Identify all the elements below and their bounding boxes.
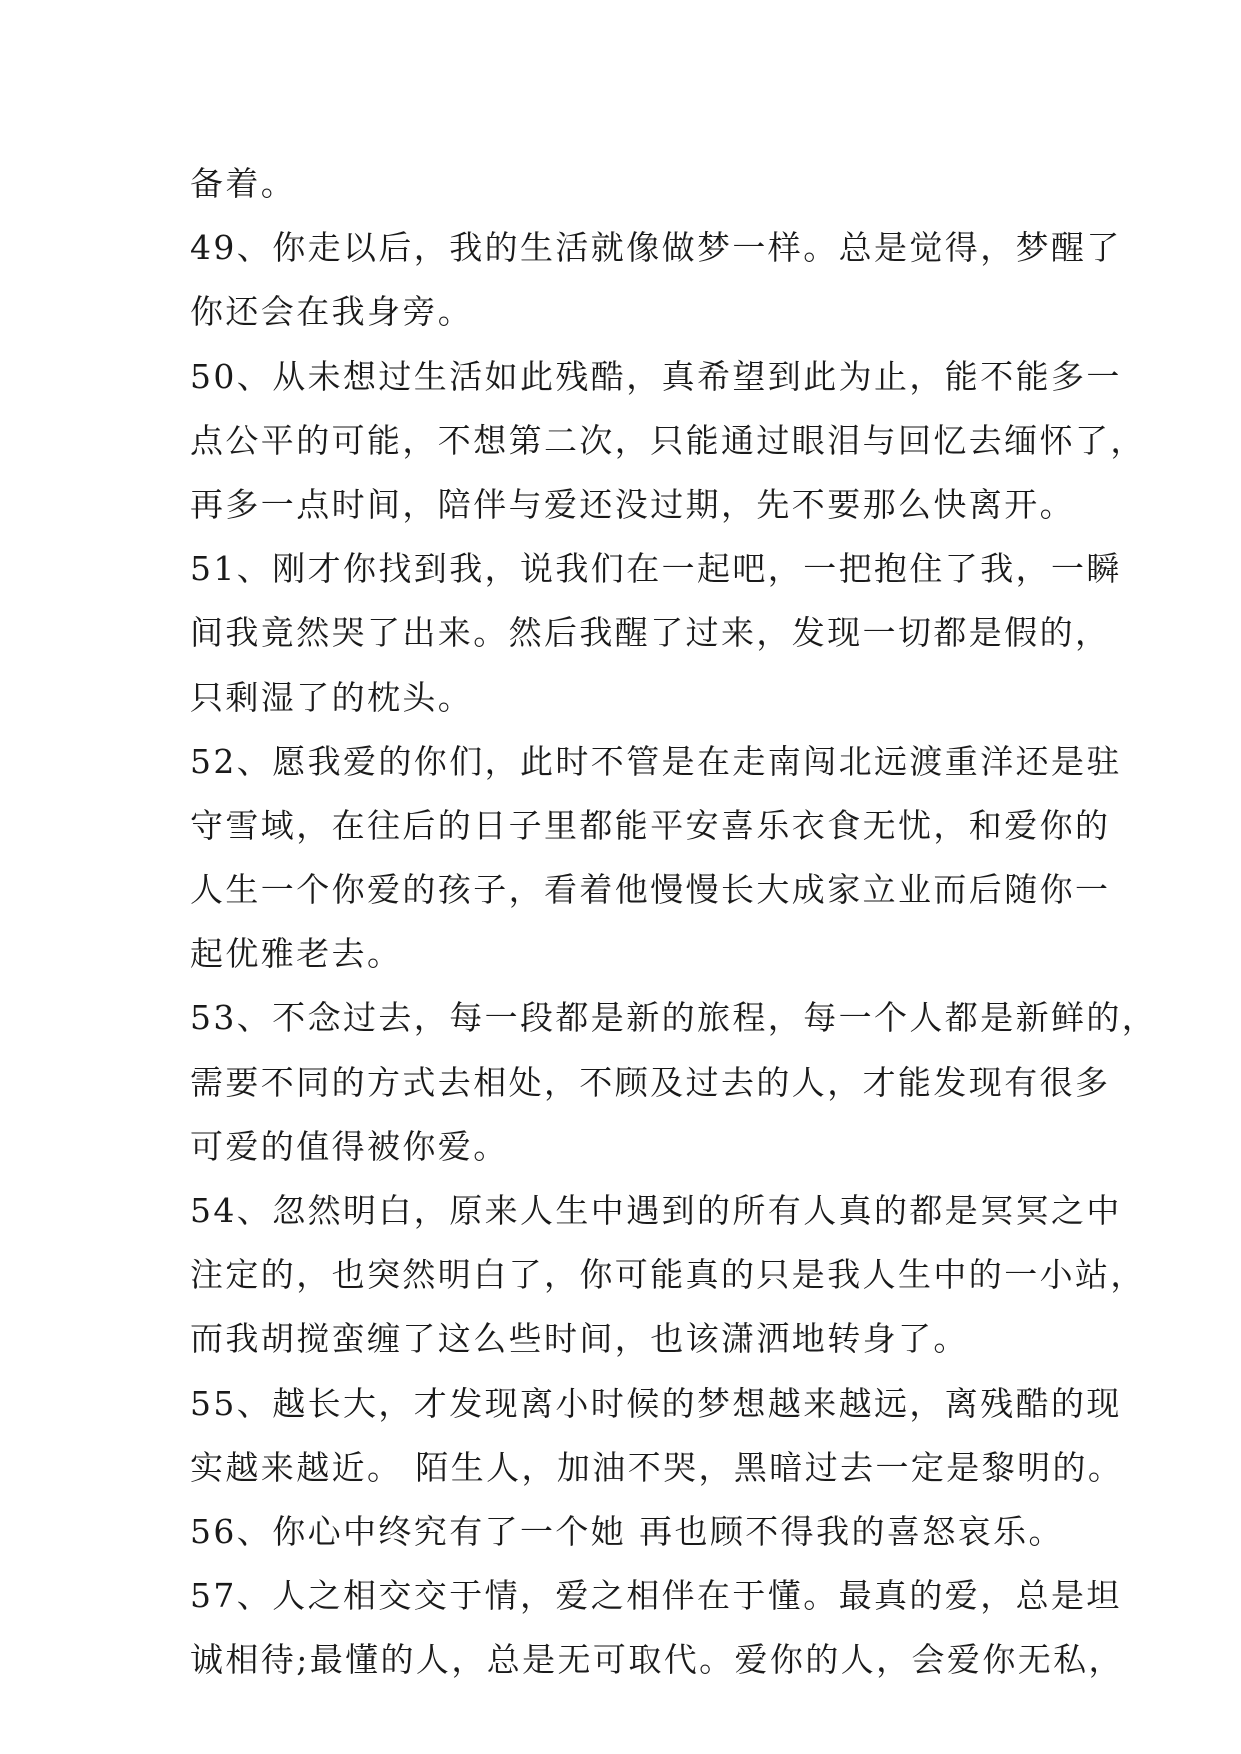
text-line: 55、越长大，才发现离小时候的梦想越来越远，离残酷的现 <box>190 1383 1122 1423</box>
text-line: 56、你心中终究有了一个她 再也顾不得我的喜怒哀乐。 <box>190 1511 1064 1551</box>
text-line: 守雪域，在往后的日子里都能平安喜乐衣食无忧，和爱你的 <box>190 805 1111 845</box>
text-line: 起优雅老去。 <box>190 934 403 974</box>
text-line: 可爱的值得被你爱。 <box>190 1126 509 1166</box>
text-line: 备着。 <box>190 164 297 203</box>
text-line: 51、刚才你找到我，说我们在一起吧，一把抱住了我，一瞬 <box>190 549 1122 589</box>
text-line: 57、人之相交交于情，爱之相伴在于懂。最真的爱，总是坦 <box>190 1576 1122 1616</box>
text-line: 再多一点时间，陪伴与爱还没过期，先不要那么快离开。 <box>190 484 1075 524</box>
text-line: 点公平的可能，不想第二次，只能通过眼泪与回忆去缅怀了， <box>190 420 1146 460</box>
text-line: 53、不念过去，每一段都是新的旅程，每一个人都是新鲜的， <box>190 998 1158 1038</box>
text-line: 需要不同的方式去相处，不顾及过去的人，才能发现有很多 <box>190 1062 1111 1102</box>
text-line: 54、忽然明白，原来人生中遇到的所有人真的都是冥冥之中 <box>190 1191 1122 1230</box>
text-line: 实越来越近。 陌生人，加油不哭，黑暗过去一定是黎明的。 <box>190 1447 1124 1487</box>
text-line: 人生一个你爱的孩子，看着他慢慢长大成家立业而后随你一 <box>190 870 1111 910</box>
text-line: 52、愿我爱的你们，此时不管是在走南闯北远渡重洋还是驻 <box>190 741 1122 781</box>
text-line: 你还会在我身旁。 <box>190 292 474 332</box>
text-line: 只剩湿了的枕头。 <box>190 677 474 717</box>
text-line: 间我竟然哭了出来。然后我醒了过来，发现一切都是假的， <box>190 613 1111 653</box>
text-line: 50、从未想过生活如此残酷，真希望到此为止，能不能多一 <box>190 356 1122 396</box>
text-line: 而我胡搅蛮缠了这么些时间，也该潇洒地转身了。 <box>190 1319 969 1359</box>
text-line: 诚相待;最懂的人，总是无可取代。爱你的人，会爱你无私， <box>190 1640 1124 1680</box>
text-line: 49、你走以后，我的生活就像做梦一样。总是觉得，梦醒了 <box>190 228 1122 268</box>
document-body <box>190 152 1158 1693</box>
text-line: 注定的，也突然明白了，你可能真的只是我人生中的一小站， <box>190 1255 1146 1295</box>
